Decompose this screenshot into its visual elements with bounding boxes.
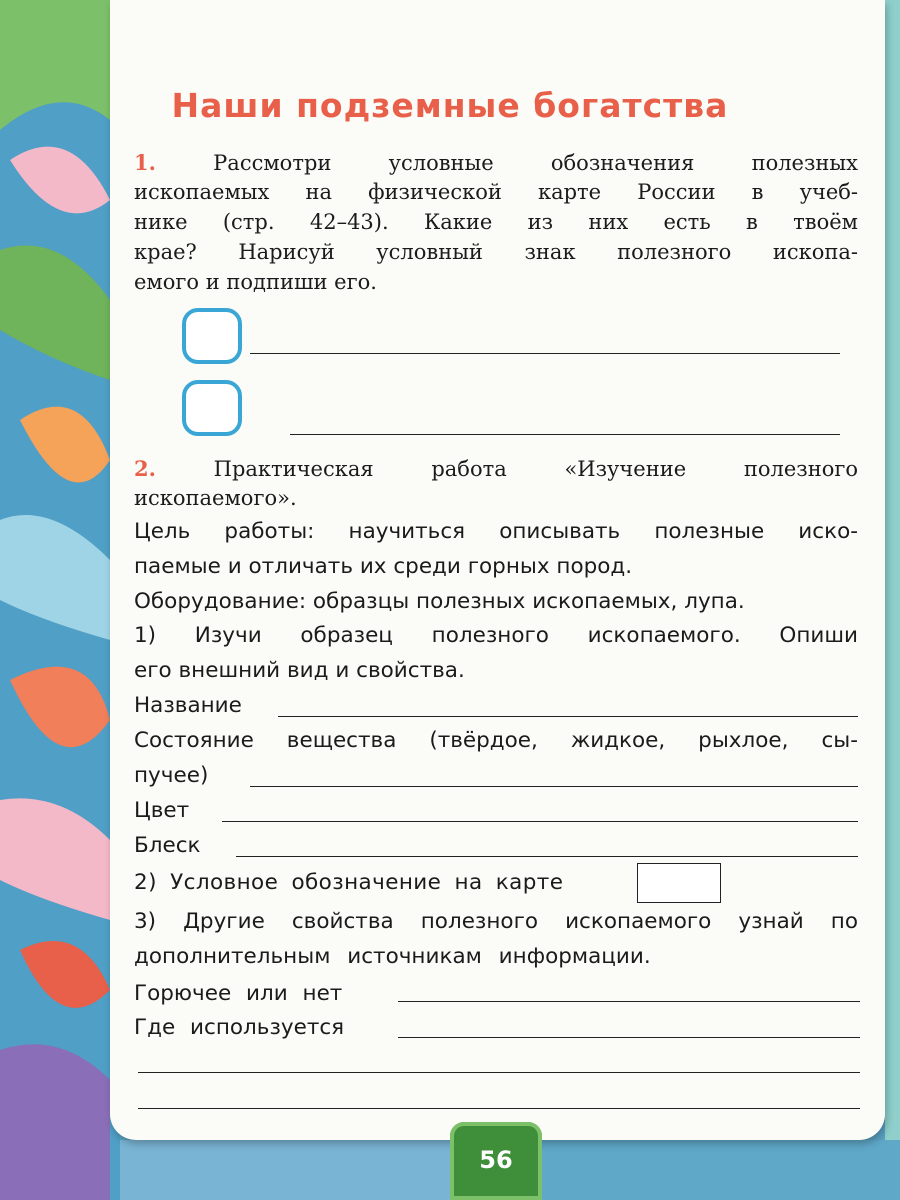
flammable-answer-line[interactable] — [398, 1001, 860, 1002]
goal-line-2: паемые и отличать их среди горных пород. — [134, 554, 633, 579]
state-answer-line[interactable] — [250, 786, 858, 787]
task1-line-1: 1. Рассмотри условные обозначения полезных — [134, 150, 858, 175]
symbol-caption-line-2[interactable] — [290, 434, 840, 435]
shine-answer-line[interactable] — [236, 856, 858, 857]
name-answer-line[interactable] — [278, 716, 858, 717]
task1-line-4: крае? Нарисуй условный знак полезного ископа- — [134, 240, 858, 264]
step3-line-1: 3) Другие свойства полезного ископаемого узнай по — [134, 909, 858, 934]
task2-line-2: ископаемого». — [134, 486, 297, 510]
symbol-caption-line-1[interactable] — [250, 353, 840, 354]
color-answer-line[interactable] — [222, 821, 858, 822]
task1-line-2: ископаемых на физической карте России в учеб- — [134, 180, 858, 204]
color-label: Цвет — [134, 798, 190, 823]
state-label: Состояние вещества (твёрдое, жидкое, рыхлое, сы- — [134, 728, 858, 753]
step3-line-2: дополнительным источникам информации. — [134, 944, 651, 969]
page-number: 56 — [450, 1122, 542, 1200]
usage-answer-line[interactable] — [398, 1037, 860, 1038]
name-label: Название — [134, 693, 242, 718]
extra-answer-line-1[interactable] — [138, 1072, 860, 1073]
symbol-draw-box-1[interactable] — [182, 308, 242, 364]
extra-answer-line-2[interactable] — [138, 1108, 860, 1109]
usage-label: Где используется — [134, 1015, 345, 1040]
goal-line-1: Цель работы: научиться описывать полезные иско- — [134, 519, 858, 544]
task1-line-5: емого и подпиши его. — [134, 270, 377, 294]
shine-label: Блеск — [134, 833, 201, 858]
state-label-cont: пучее) — [134, 763, 209, 788]
task1-number: 1. — [134, 150, 156, 175]
equipment-line: Оборудование: образцы полезных ископаемых, лупа. — [134, 589, 745, 614]
page-title: Наши подземные богатства — [171, 86, 729, 125]
task2-line-1: 2. Практическая работа «Изучение полезного — [134, 456, 858, 481]
step1-line-1: 1) Изучи образец полезного ископаемого. Опиши — [134, 623, 858, 648]
step2-label: 2) Условное обозначение на карте — [134, 870, 564, 895]
step1-line-2: его внешний вид и свойства. — [134, 658, 465, 683]
flammable-label: Горючее или нет — [134, 981, 343, 1006]
symbol-draw-box-2[interactable] — [182, 380, 242, 436]
map-symbol-box[interactable] — [637, 863, 721, 903]
task2-number: 2. — [134, 456, 156, 481]
task1-line-3: нике (стр. 42–43). Какие из них есть в твоём — [134, 210, 858, 234]
